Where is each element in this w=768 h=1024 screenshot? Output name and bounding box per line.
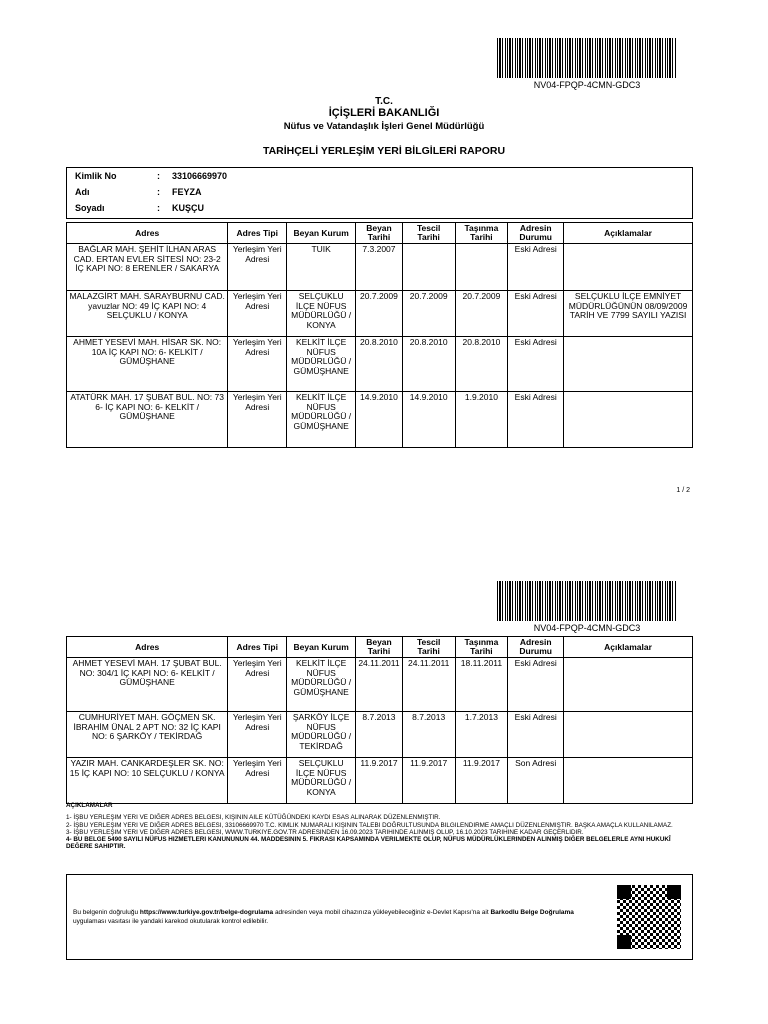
- table-row: [67, 758, 693, 804]
- verification-box: [66, 874, 693, 960]
- cell-durum: Eski Adresi: [508, 392, 564, 448]
- verification-link[interactable]: https://www.turkiye.gov.tr/belge-dogrulama: [139, 909, 274, 916]
- header-ministry: İÇİŞLERİ BAKANLIĞI: [328, 107, 440, 119]
- cell-kurum: KELKİT İLÇE NÜFUS MÜDÜRLÜĞÜ / GÜMÜŞHANE: [287, 337, 356, 392]
- col-tasinma-tarihi: Taşınma Tarihi: [455, 637, 508, 658]
- qr-code: [617, 885, 681, 949]
- barcode-top: [497, 38, 677, 78]
- cell-kurum: TUIK: [287, 244, 356, 291]
- note-item: 4- BU BELGE 5490 SAYILI NÜFUS HIZMETLERI KANUNUNUN 44. MADDESININ 5. FIKRASI KAPSAMINDA VERILMEKTE OLUP, NÜFUS MÜDÜRLÜKLERINDEN ALINMIŞ DIĞER BELGELERLE AYNI HUKUKÎ DEĞERE SAHIPTIR.: [66, 836, 671, 851]
- cell-beyan: 11.9.2017: [356, 758, 403, 804]
- cell-tescil: 11.9.2017: [402, 758, 455, 804]
- col-tescil-tarihi: Tescil Tarihi: [402, 223, 455, 244]
- cell-aciklama: [564, 392, 693, 448]
- sep-2: :: [157, 187, 160, 197]
- table-row: [67, 658, 693, 712]
- value-kimlik-no: 33106669970: [172, 171, 228, 181]
- cell-tip: Yerleşim Yeri Adresi: [228, 291, 287, 337]
- cell-tip: Yerleşim Yeri Adresi: [228, 758, 287, 804]
- document-code-page2: NV04-FPQP-4CMN-GDC3: [533, 623, 641, 633]
- cell-tescil: [402, 244, 455, 291]
- cell-tasinma: 18.11.2011: [455, 658, 508, 712]
- cell-beyan: 20.8.2010: [356, 337, 403, 392]
- cell-durum: Eski Adresi: [508, 291, 564, 337]
- cell-adres: YAZIR MAH. CANKARDEŞLER SK. NO: 15 İÇ KAPI NO: 10 SELÇUKLU / KONYA: [67, 758, 228, 804]
- col-beyan-tarihi: Beyan Tarihi: [356, 223, 403, 244]
- cell-tasinma: 1.9.2010: [455, 392, 508, 448]
- value-soyadi: KUŞÇU: [172, 203, 205, 213]
- report-title: TARİHÇELİ YERLEŞİM YERİ BİLGİLERİ RAPORU: [262, 145, 506, 157]
- col-beyan-tarihi: Beyan Tarihi: [356, 637, 403, 658]
- cell-tasinma: [455, 244, 508, 291]
- cell-tasinma: 1.7.2013: [455, 712, 508, 758]
- cell-tasinma: 11.9.2017: [455, 758, 508, 804]
- cell-durum: Son Adresi: [508, 758, 564, 804]
- cell-tip: Yerleşim Yeri Adresi: [228, 337, 287, 392]
- cell-tescil: 8.7.2013: [402, 712, 455, 758]
- cell-tasinma: 20.8.2010: [455, 337, 508, 392]
- cell-durum: Eski Adresi: [508, 658, 564, 712]
- cell-beyan: 7.3.2007: [356, 244, 403, 291]
- verification-text-a: Bu belgenin doğruluğu: [73, 909, 140, 916]
- cell-kurum: SELÇUKLU İLÇE NÜFUS MÜDÜRLÜĞÜ / KONYA: [287, 291, 356, 337]
- table-header-row: [67, 637, 693, 658]
- cell-beyan: 24.11.2011: [356, 658, 403, 712]
- col-aciklamalar: Açıklamalar: [564, 223, 693, 244]
- cell-tescil: 24.11.2011: [402, 658, 455, 712]
- cell-adres: AHMET YESEVİ MAH. HİSAR SK. NO: 10A İÇ KAPI NO: 6- KELKİT / GÜMÜŞHANE: [67, 337, 228, 392]
- note-item: 1- İŞBU YERLEŞIM YERI VE DIĞER ADRES BELGESI, KIŞININ AILE KÜTÜĞÜNDEKI KAYDI ESAS ALINARAK DÜZENLENMIŞTIR.: [66, 814, 441, 822]
- cell-kurum: KELKİT İLÇE NÜFUS MÜDÜRLÜĞÜ / GÜMÜŞHANE: [287, 658, 356, 712]
- sep-1: :: [157, 171, 160, 181]
- cell-aciklama: SELÇUKLU İLÇE EMNİYET MÜDÜRLÜĞÜNÜN 08/09/2009 TARİH VE 7799 SAYILI YAZISI: [564, 291, 693, 337]
- cell-aciklama: [564, 337, 693, 392]
- cell-durum: Eski Adresi: [508, 244, 564, 291]
- cell-aciklama: [564, 758, 693, 804]
- table-row: [67, 291, 693, 337]
- cell-tip: Yerleşim Yeri Adresi: [228, 392, 287, 448]
- cell-aciklama: [564, 658, 693, 712]
- page-number: 1 / 2: [676, 487, 690, 494]
- cell-durum: Eski Adresi: [508, 712, 564, 758]
- cell-kurum: ŞARKÖY İLÇE NÜFUS MÜDÜRLÜĞÜ / TEKİRDAĞ: [287, 712, 356, 758]
- cell-adres: BAĞLAR MAH. ŞEHİT İLHAN ARAS CAD. ERTAN EVLER SİTESİ NO: 23-2 İÇ KAPI NO: 8 ERENLER / SAKARYA: [67, 244, 228, 291]
- cell-tescil: 20.8.2010: [402, 337, 455, 392]
- cell-kurum: SELÇUKLU İLÇE NÜFUS MÜDÜRLÜĞÜ / KONYA: [287, 758, 356, 804]
- note-item: 3- İŞBU YERLEŞIM YERI VE DIĞER ADRES BELGESI, WWW.TURKIYE.GOV.TR ADRESINDEN 16.09.2023 TARIHINDE ALINMIŞ OLUP, 16.10.2023 TARIHINE KADAR GEÇERLIDIR.: [66, 828, 584, 836]
- note-item: 2- İŞBU YERLEŞIM YERI VE DIĞER ADRES BELGESI, 33106669970 T.C. KIMLIK NUMARALI KIŞININ TALEBI DOĞRULTUSUNDA BILGILENDIRME AMAÇLI DÜZENLENMIŞTIR. BAŞKA AMAÇLA KULLANILAMAZ.: [66, 821, 673, 829]
- col-adres: Adres: [67, 637, 228, 658]
- table-header-row: [67, 223, 693, 244]
- header-tc: T.C.: [375, 96, 393, 107]
- col-adresin-durumu: Adresin Durumu: [508, 637, 564, 658]
- col-adres-tipi: Adres Tipi: [228, 223, 287, 244]
- verification-text-c: uygulaması vasıtası ile yandaki karekod okutularak kontrol edilebilir.: [73, 918, 269, 925]
- notes-title: AÇIKLAMALAR: [66, 802, 113, 809]
- label-soyadi: Soyadı: [75, 203, 105, 213]
- cell-aciklama: [564, 244, 693, 291]
- col-beyan-kurum: Beyan Kurum: [287, 223, 356, 244]
- col-tescil-tarihi: Tescil Tarihi: [402, 637, 455, 658]
- label-adi: Adı: [75, 187, 90, 197]
- verification-app-name: Barkodlu Belge Doğrulama: [490, 909, 574, 916]
- header-directorate: Nüfus ve Vatandaşlık İşleri Genel Müdürlüğü: [283, 121, 485, 132]
- col-aciklamalar: Açıklamalar: [564, 637, 693, 658]
- cell-adres: ATATÜRK MAH. 17 ŞUBAT BUL. NO: 73 6- İÇ KAPI NO: 6- KELKİT / GÜMÜŞHANE: [67, 392, 228, 448]
- sep-3: :: [157, 203, 160, 213]
- table-row: [67, 244, 693, 291]
- col-adresin-durumu: Adresin Durumu: [508, 223, 564, 244]
- cell-durum: Eski Adresi: [508, 337, 564, 392]
- cell-tip: Yerleşim Yeri Adresi: [228, 244, 287, 291]
- cell-beyan: 14.9.2010: [356, 392, 403, 448]
- notes-section: [66, 802, 693, 851]
- barcode-page2: [497, 581, 677, 621]
- col-beyan-kurum: Beyan Kurum: [287, 637, 356, 658]
- cell-adres: CUMHURİYET MAH. GÖÇMEN SK. İBRAHİM ÜNAL 2 APT NO: 32 İÇ KAPI NO: 6 ŞARKÖY / TEKİRDAĞ: [67, 712, 228, 758]
- address-table-page1: [66, 222, 693, 448]
- cell-tescil: 14.9.2010: [402, 392, 455, 448]
- value-adi: FEYZA: [172, 187, 202, 197]
- person-info-box: [66, 167, 693, 219]
- cell-kurum: KELKİT İLÇE NÜFUS MÜDÜRLÜĞÜ / GÜMÜŞHANE: [287, 392, 356, 448]
- cell-beyan: 20.7.2009: [356, 291, 403, 337]
- cell-adres: MALAZGİRT MAH. SARAYBURNU CAD. yavuzlar NO: 49 İÇ KAPI NO: 4 SELÇUKLU / KONYA: [67, 291, 228, 337]
- cell-tasinma: 20.7.2009: [455, 291, 508, 337]
- col-tasinma-tarihi: Taşınma Tarihi: [455, 223, 508, 244]
- cell-aciklama: [564, 712, 693, 758]
- verification-text-b: adresinden veya mobil cihazınıza yükleyebileceğiniz e-Devlet Kapısı'na ait: [273, 909, 491, 916]
- col-adres-tipi: Adres Tipi: [228, 637, 287, 658]
- table-row: [67, 337, 693, 392]
- verification-text: [73, 908, 603, 926]
- cell-tescil: 20.7.2009: [402, 291, 455, 337]
- col-adres: Adres: [67, 223, 228, 244]
- label-kimlik-no: Kimlik No: [75, 171, 117, 181]
- document-code-top: NV04-FPQP-4CMN-GDC3: [533, 80, 641, 90]
- cell-tip: Yerleşim Yeri Adresi: [228, 712, 287, 758]
- cell-tip: Yerleşim Yeri Adresi: [228, 658, 287, 712]
- table-row: [67, 712, 693, 758]
- cell-beyan: 8.7.2013: [356, 712, 403, 758]
- address-table-page2: [66, 636, 693, 804]
- cell-adres: AHMET YESEVİ MAH. 17 ŞUBAT BUL. NO: 304/1 İÇ KAPI NO: 6- KELKİT / GÜMÜŞHANE: [67, 658, 228, 712]
- table-row: [67, 392, 693, 448]
